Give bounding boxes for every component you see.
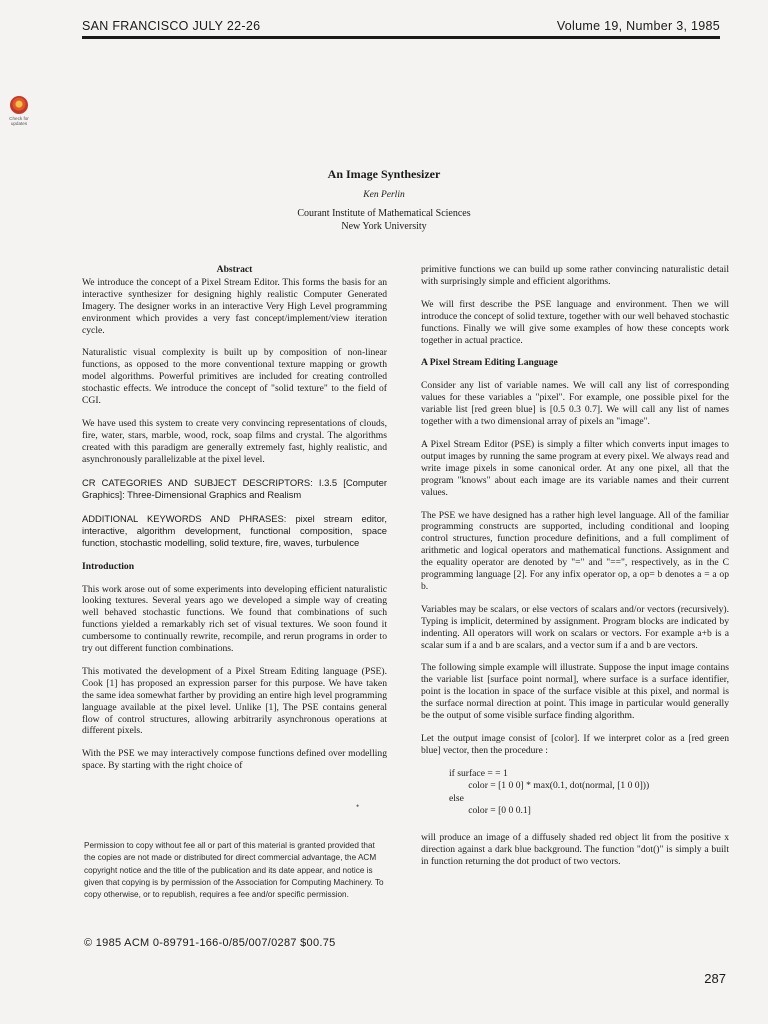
header-rule xyxy=(82,36,720,39)
body-paragraph-5: The PSE we have designed has a rather high level language. All of the familiar programming constructs are supported, including conditional and looping control structures, function procedure definitions, and a full compliment of arithmetic and logical operators and mathematical functions. Assignment and the equality operator are denoted by "=" and "==", respectively, as in the C programming language [2]. For any infix operator op, a op= b denotes a = a op b. xyxy=(421,509,729,592)
running-header-left: SAN FRANCISCO JULY 22-26 xyxy=(82,19,261,33)
badge-label: Check for updates xyxy=(9,116,29,126)
left-column xyxy=(82,264,387,783)
body-paragraph-6: Variables may be scalars, or else vectors of scalars and/or vectors (recursively). Typing is implicit, determined by assignment. Program blocks are indicated by indenting. All operators will work on scalars or vectors. For example a+b is a scalar sum if a and b are scalars, and a vector sum if a and b are vectors. xyxy=(421,603,729,651)
paper-author: Ken Perlin xyxy=(363,190,405,200)
introduction-paragraph-3: With the PSE we may interactively compose functions defined over modelling space. By starting with the right choice of xyxy=(82,748,387,772)
body-paragraph-8: Let the output image consist of [color]. If we interpret color as a [red green blue] vector, then the procedure : xyxy=(421,733,729,756)
paper-title: An Image Synthesizer xyxy=(327,167,441,181)
affiliation-line-1: Courant Institute of Mathematical Sciences xyxy=(297,208,471,219)
page-number: 287 xyxy=(704,971,726,986)
affiliation-line-2: New York University xyxy=(341,220,427,232)
permission-notice: Permission to copy without fee all or part of this material is granted provided that the copies are not made or distributed for direct commercial advantage, the ACM copyright notice and the title of the publication and its date appear, and notice is given that copying is by permission of the Association for Computing Machinery. To copy otherwise, or to republish, requires a fee and/or specific permission. xyxy=(84,841,384,900)
crossmark-icon xyxy=(10,96,28,114)
body-paragraph-3: Consider any list of variable names. We will call any list of corresponding values for these variables a "pixel". For example, one possible pixel for the variable list [red green blue] is [0.5 0.3 0.7]. We will call any list of names together with a two dimensional array of pixels an "image". xyxy=(421,380,729,428)
abstract-heading: Abstract xyxy=(216,264,253,275)
check-for-updates-badge[interactable] xyxy=(6,96,32,126)
introduction-heading: Introduction xyxy=(82,560,135,572)
pse-heading: A Pixel Stream Editing Language xyxy=(421,357,558,369)
margin-dot: • xyxy=(356,801,360,811)
right-column xyxy=(421,264,729,879)
running-header-right: Volume 19, Number 3, 1985 xyxy=(556,19,720,33)
author-affiliation xyxy=(0,208,768,233)
body-paragraph-7: The following simple example will illustrate. Suppose the input image contains the variable list [surface point normal], where surface is a surface identifier, point is the location in space of the surface visible at this pixel, and normal is the surface normal direction at point. This image in particular would generally be the output of some visible surface finding algorithm. xyxy=(421,662,729,722)
body-paragraph-4: A Pixel Stream Editor (PSE) is simply a filter which converts input images to output images by running the same program at every pixel. We always read and write image pixels in some canonical order. At any one pixel, all that the program "knows" about each image are its variable names and their current values. xyxy=(421,438,729,498)
introduction-paragraph-2: This motivated the development of a Pixel Stream Editing language (PSE). Cook [1] has proposed an expression parser for this purpose. We have taken the same idea somewhat farther by providing an entire high level programming language available at the pixel level. Unlike [1], The PSE contains general flow of control structures, allowing arbitrarily asynchronous operations at different pixels. xyxy=(82,665,387,737)
abstract-paragraph-3: We have used this system to create very convincing representations of clouds, fire, water, stars, marble, wood, rock, soap films and crystal. The algorithms created with this paradigm are generally extremely fast, highly realistic, and asynchronously parallelizable at the pixel level. xyxy=(82,417,387,465)
cr-categories: CR CATEGORIES AND SUBJECT DESCRIPTORS: I.3.5 [Computer Graphics]: Three-Dimensional Graphics and Realism xyxy=(82,476,387,500)
code-example: if surface = = 1 color = [1 0 0] * max(0.1, dot(normal, [1 0 0])) else color = [0 0 0.1] xyxy=(449,767,650,817)
abstract-paragraph-1: We introduce the concept of a Pixel Stream Editor. This forms the basis for an interactive synthesizer for designing highly realistic Computer Generated Imagery. The designer works in an interactive Very High Level programming environment which provides a very fast concept/implement/view iteration cycle. xyxy=(82,276,387,336)
body-paragraph-2: We will first describe the PSE language and environment. Then we will introduce the concept of solid texture, together with our well behaved stochastic functions. Finally we will give some examples of how these concepts work together in actual practice. xyxy=(421,298,729,346)
body-paragraph-9: will produce an image of a diffusely shaded red object lit from the positive x direction against a dark blue background. The function "dot()" is simply a built in function returning the dot product of two vectors. xyxy=(421,831,729,867)
introduction-paragraph-1: This work arose out of some experiments into developing efficient naturalistic looking textures. Several years ago we developed a simple way of creating well behaved stochastic functions. We found that combinations of such functions yielded a remarkably rich set of visual textures. We soon found it cumbersome to continually rewrite, recompile, and rerun programs in order to try out different function combinations. xyxy=(82,583,387,655)
abstract-paragraph-2: Naturalistic visual complexity is built up by composition of non-linear functions, as opposed to the more conventional texture mapping or growth model algorithms. Powerful primitives are included for creating controlled stochastic effects. We introduce the concept of "solid texture" to the field of CGI. xyxy=(82,347,387,407)
body-paragraph-1: primitive functions we can build up some rather convincing naturalistic detail with surprisingly simple and efficient algorithms. xyxy=(421,264,729,287)
copyright-line: © 1985 ACM 0-89791-166-0/85/007/0287 $00.75 xyxy=(84,937,336,949)
additional-keywords: ADDITIONAL KEYWORDS AND PHRASES: pixel stream editor, interactive, algorithm development, functional composition, space function, stochastic modelling, solid texture, fire, waves, turbulence xyxy=(82,512,387,548)
